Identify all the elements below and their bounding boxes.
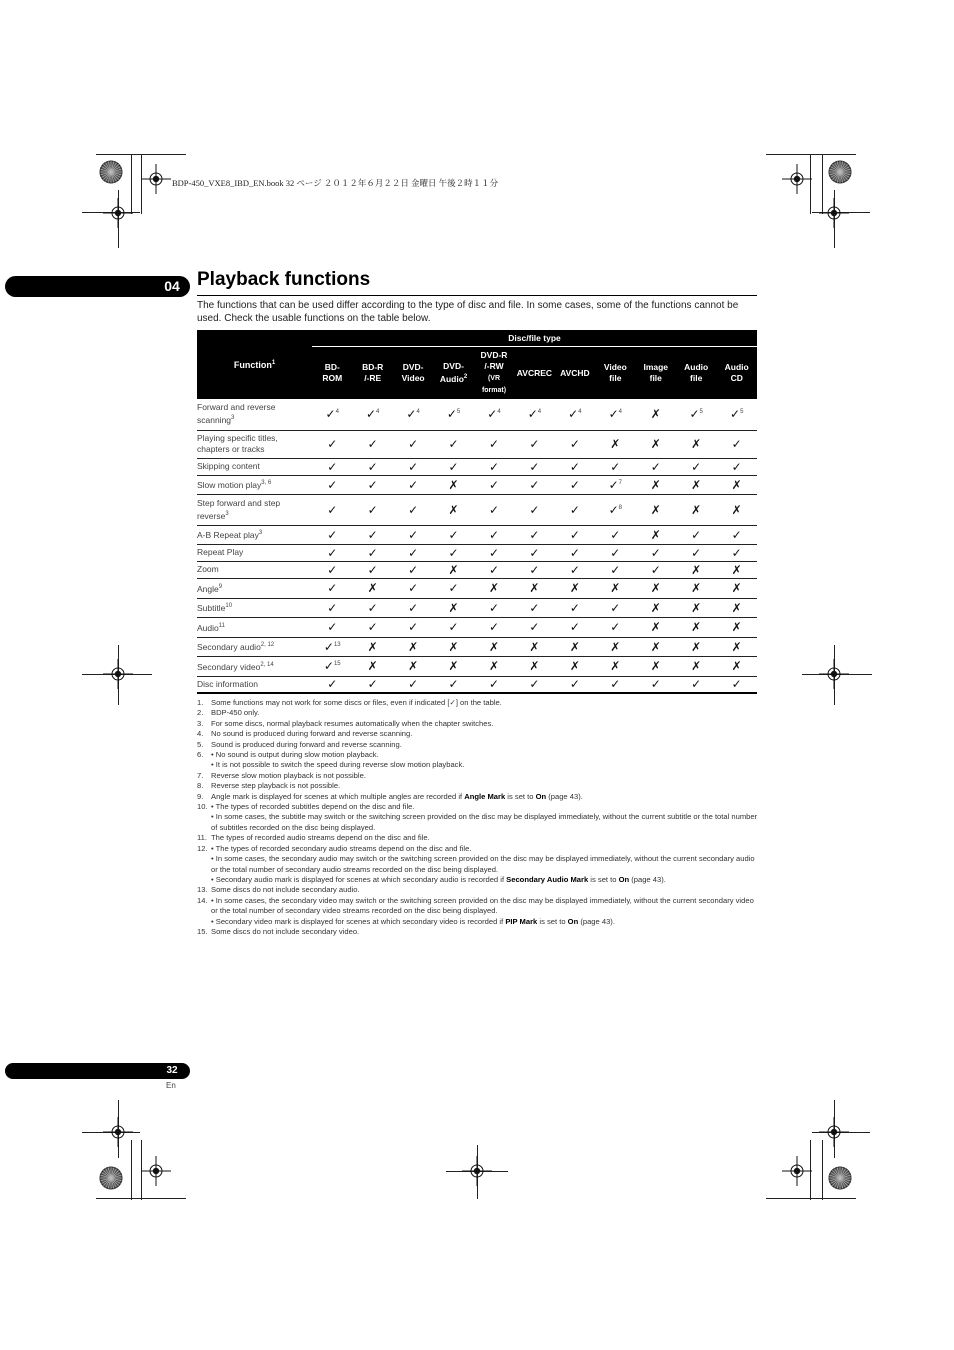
support-mark: ✓ [367,677,378,692]
footnote-text: • It is not possible to switch the speed during reverse slow motion playback. [211,760,465,770]
registration-target-icon [103,1117,133,1147]
support-mark: ✓ [327,477,338,492]
support-mark: ✓ [610,545,621,560]
support-mark: ✓ [488,437,500,451]
support-mark: ✓ [529,437,540,451]
registration-target-icon [819,198,849,228]
support-mark: ✗ [691,562,702,577]
support-mark: ✓ [367,527,378,542]
support-mark: ✗ [367,639,378,654]
support-mark: ✓ [650,562,661,577]
footnote-number: 11. [197,833,207,843]
crop-line [766,1198,856,1199]
registration-target-icon [141,164,171,194]
support-mark: ✓ [367,620,378,634]
function-table [197,330,757,694]
intro-text: The functions that can be used differ according to the type of disc and file. In some cases, some of the functions cannot be used. Check the usable functions on the table below. [197,300,739,324]
column-header: Video file [603,362,627,383]
support-mark: ✗ [691,620,702,634]
support-mark: ✗ [529,581,540,595]
footnote-number [197,760,211,770]
support-mark: ✓ [448,459,459,474]
footnote [197,854,759,875]
support-mark: ✓ [610,620,621,634]
function-header: Function$^1$ [197,330,312,399]
footnote-text: Angle mark is displayed for scenes at which multiple angles are recorded if Angle Mark is set to On (page 43). [211,791,583,801]
support-mark: ✓ [529,562,540,577]
support-mark: ✗ [448,639,459,654]
disc-type-header: Disc/file type [312,330,757,347]
support-mark: ✓ [569,527,580,542]
support-mark: ✓ [731,437,742,451]
support-mark: ✗ [488,639,500,654]
footnote [197,719,759,729]
support-mark: ✓ [691,459,702,474]
footnote-text: BDP-450 only. [211,708,260,718]
support-mark: ✓ [408,477,419,492]
footnote-text: Some discs do not include secondary audio. [211,885,360,895]
support-mark: ✓ [529,502,540,517]
support-mark: ✓$^5$ [730,407,744,422]
column-header: DVD- Video [401,362,425,383]
support-mark: ✓$^4$ [527,407,542,422]
footnote-text: Sound is produced during forward and reverse scanning. [211,739,402,749]
support-mark: ✓ [448,527,459,542]
support-mark: ✗ [650,502,661,517]
table-row [197,561,757,578]
support-mark: ✗ [569,659,580,673]
footnote [197,875,759,885]
support-mark: ✓ [448,545,459,560]
support-mark: ✓ [448,437,459,451]
support-mark: ✓ [327,527,338,542]
footnote-number [197,917,211,927]
footnote-number: 1. [197,698,204,707]
column-header: BD-R /-RE [362,362,384,383]
table-row [197,494,757,525]
support-mark: ✗ [731,659,742,673]
support-mark: ✗ [448,659,459,673]
support-mark: ✓ [327,437,338,451]
support-mark: ✓ [488,502,500,517]
crop-line [131,1140,132,1200]
color-bar-icon [828,160,852,184]
support-mark: ✓ [367,477,378,492]
support-mark: ✓ [529,545,540,560]
support-mark: ✓ [327,545,338,560]
support-mark: ✓ [488,620,500,634]
support-mark: ✓ [610,459,621,474]
page-title: Playback functions [197,269,371,290]
footnote [197,927,759,937]
support-mark: ✓ [327,459,338,474]
footnote-number: 6. [197,750,204,760]
footnote-text: • In some cases, the secondary video may switch or the switching screen provided on the disc may be displayed immediately, without the current secondary video or the total number of secondary video streams recorded on the disc being displayed. [211,895,754,916]
support-mark: ✗ [610,659,621,673]
function-name: Audio$^{11}$ [197,622,225,633]
support-mark: ✓$^4$ [568,407,582,422]
registration-target-icon [462,1156,492,1186]
footnote-text: Reverse slow motion playback is not possible. [211,770,366,780]
support-mark: ✓ [650,677,661,692]
support-mark: ✓ [731,677,742,692]
footnote-text: • Secondary audio mark is displayed for scenes at which secondary audio is recorded if Secondary Audio Mark is set to On (page 43). [211,874,666,884]
footnote [197,750,759,760]
footnote [197,781,759,791]
support-mark: ✓ [448,677,459,692]
support-mark: ✓ [367,502,378,517]
support-mark: ✓ [408,545,419,560]
support-mark: ✗ [610,581,621,595]
support-mark: ✓$^{13}$ [323,639,341,654]
support-mark: ✓ [569,437,580,451]
footnote-text: The types of recorded audio streams depend on the disc and file. [211,833,430,843]
file-info: BDP-450_VXE8_IBD_EN.book 32 ページ ２０１２年６月２２日 金曜日 午後２時１１分 [172,178,499,188]
support-mark: ✗ [448,600,459,615]
function-name: Secondary audio$^{2, 12}$ [197,641,275,652]
support-mark: ✓ [569,545,580,560]
support-mark: ✓ [488,600,500,615]
support-mark: ✓ [448,620,459,634]
support-mark: ✓ [327,502,338,517]
support-mark: ✗ [610,437,621,451]
footnote-text: • Secondary video mark is displayed for scenes at which secondary video is recorded if PIP Mark is set to On (page 43). [211,916,615,926]
support-mark: ✓ [408,459,419,474]
footnote [197,833,759,843]
support-mark: ✓ [529,459,540,474]
support-mark: ✓ [408,502,419,517]
footnote-number: 2. [197,708,204,718]
support-mark: ✓$^8$ [608,502,623,517]
column-header: AVCHD [560,367,590,378]
support-mark: ✓ [569,562,580,577]
function-name: Slow motion play$^{3, 6}$ [197,479,272,490]
title-divider [197,295,757,296]
support-mark: ✓ [569,620,580,634]
table-row [197,430,757,458]
function-name: Zoom [197,564,219,574]
footnote-number: 10. [197,802,208,812]
support-mark: ✓ [691,677,702,692]
support-mark: ✓$^4$ [608,407,623,422]
footnote-text: • In some cases, the subtitle may switch or the switching screen provided on the disc may be displayed immediately, without the current subtitle or the total number of subtitles recorded on the disc being displayed. [211,812,758,832]
function-name: Angle$^9$ [197,583,223,594]
registration-target-icon [782,1156,812,1186]
support-mark: ✓ [488,527,500,542]
support-mark: ✓ [569,477,580,492]
footnote-text: • The types of recorded secondary audio streams depend on the disc and file. [211,843,472,853]
support-mark: ✗ [569,639,580,654]
support-mark: ✓ [488,477,500,492]
table-row [197,637,757,656]
footnote-number: 12. [197,843,208,853]
registration-target-icon [819,659,849,689]
support-mark: ✓ [408,562,419,577]
table-row [197,617,757,637]
footnote [197,708,759,718]
support-mark: ✓ [529,600,540,615]
footnote-text: Some discs do not include secondary video. [211,926,360,936]
function-name: Disc information [197,678,258,689]
support-mark: ✗ [448,477,459,492]
support-mark: ✗ [650,639,661,654]
support-mark: ✗ [731,639,742,654]
crop-line [822,1140,823,1200]
registration-target-icon [103,198,133,228]
support-mark: ✓ [408,600,419,615]
support-mark: ✗ [367,659,378,673]
footnote-number: 14. [197,895,208,905]
support-mark: ✓ [488,545,500,560]
footnote [197,771,759,781]
footnote [197,885,759,895]
support-mark: ✗ [650,659,661,673]
support-mark: ✓ [408,581,419,595]
support-mark: ✗ [650,407,661,422]
column-header: DVD-R /-RW (VR format) [480,350,508,394]
support-mark: ✓ [448,581,459,595]
column-header: BD- ROM [322,362,343,383]
support-mark: ✓ [408,527,419,542]
support-mark: ✗ [731,581,742,595]
support-mark: ✗ [408,659,419,673]
table-row [197,578,757,598]
footnote-text: • No sound is output during slow motion playback. [211,750,379,760]
footnote [197,792,759,802]
table-row [197,458,757,475]
support-mark: ✓ [367,437,378,451]
support-mark: ✓ [610,527,621,542]
support-mark: ✗ [610,639,621,654]
support-mark: ✓ [529,527,540,542]
support-mark: ✓ [327,562,338,577]
support-mark: ✓ [691,545,702,560]
support-mark: ✓$^4$ [487,407,501,422]
support-mark: ✓ [650,459,661,474]
footnote [197,812,759,833]
support-mark: ✓ [367,562,378,577]
support-mark: ✗ [448,562,459,577]
support-mark: ✗ [569,581,580,595]
support-mark: ✗ [650,581,661,595]
support-mark: ✓ [650,545,661,560]
support-mark: ✓ [327,581,338,595]
column-header: Audio CD [724,362,749,383]
support-mark: ✓ [529,620,540,634]
support-mark: ✓$^7$ [608,477,623,492]
footnote-number: 8. [197,781,204,791]
support-mark: ✗ [650,527,661,542]
support-mark: ✓ [408,677,419,692]
footnote [197,844,759,854]
footnote-text: For some discs, normal playback resumes automatically when the chapter switches. [211,718,494,728]
color-bar-icon [99,1166,123,1190]
table-row [197,475,757,494]
support-mark: ✓ [327,600,338,615]
table-row [197,676,757,693]
support-mark: ✓ [610,677,621,692]
footnotes [197,698,759,937]
crop-line [766,154,856,155]
color-bar-icon [99,160,123,184]
support-mark: ✓ [731,459,742,474]
footnote [197,729,759,739]
support-mark: ✓ [529,677,540,692]
support-mark: ✗ [529,639,540,654]
support-mark: ✓ [569,600,580,615]
language-label: En [166,1081,176,1090]
support-mark: ✗ [691,477,702,492]
support-mark: ✓ [569,677,580,692]
support-mark: ✓ [488,562,500,577]
function-name: Step forward and step reverse$^3$ [197,497,281,521]
support-mark: ✓ [731,527,742,542]
table-row [197,598,757,617]
registration-target-icon [782,164,812,194]
table-row [197,399,757,430]
support-mark: ✗ [691,581,702,595]
footnote-text: No sound is produced during forward and reverse scanning. [211,729,413,739]
support-mark: ✓ [488,677,500,692]
footnote-number: 9. [197,791,204,801]
support-mark: ✓ [569,502,580,517]
color-bar-icon [828,1166,852,1190]
support-mark: ✓ [488,459,500,474]
column-header: AVCREC [516,367,553,378]
column-header: Image file [643,362,669,383]
footnote [197,917,759,927]
footnote-number [197,854,211,875]
footnote-number: 7. [197,770,204,780]
footnote [197,802,759,812]
registration-target-icon [103,659,133,689]
support-mark: ✗ [650,620,661,634]
page-number: 32 [166,1065,178,1076]
support-mark: ✗ [691,502,702,517]
support-mark: ✓$^5$ [689,407,703,422]
support-mark: ✓ [408,437,419,451]
support-mark: ✓ [367,545,378,560]
support-mark: ✗ [488,659,500,673]
support-mark: ✗ [691,659,702,673]
support-mark: ✗ [731,600,742,615]
table-row [197,656,757,676]
support-mark: ✗ [731,562,742,577]
support-mark: ✓$^5$ [446,407,461,422]
support-mark: ✓$^{15}$ [323,659,341,673]
support-mark: ✓$^4$ [365,407,380,422]
support-mark: ✗ [731,620,742,634]
support-mark: ✓$^4$ [325,407,339,422]
registration-target-icon [819,1117,849,1147]
footnote-number [197,812,211,833]
support-mark: ✗ [691,600,702,615]
footnote-number: 15. [197,926,208,936]
support-mark: ✗ [691,639,702,654]
function-name: Subtitle$^{10}$ [197,602,233,613]
support-mark: ✓ [569,459,580,474]
support-mark: ✓ [731,545,742,560]
support-mark: ✓ [408,620,419,634]
support-mark: ✓ [327,620,338,634]
support-mark: ✗ [731,502,742,517]
support-mark: ✗ [731,477,742,492]
support-mark: ✗ [488,581,500,595]
support-mark: ✗ [367,581,378,595]
support-mark: ✓ [367,459,378,474]
footnote-text: Reverse step playback is not possible. [211,781,341,791]
support-mark: ✗ [650,437,661,451]
footnote-number: 5. [197,739,204,749]
footnote-text: • The types of recorded subtitles depend on the disc and file. [211,802,415,812]
column-header: Audio file [684,362,709,383]
support-mark: ✗ [650,600,661,615]
column-header: DVD- Audio$^2$ [439,361,468,384]
footnote [197,698,759,708]
function-name: A-B Repeat play$^3$ [197,529,263,540]
footnote-number [197,875,211,885]
footnote-number: 13. [197,885,208,895]
footnote-text: • In some cases, the secondary audio may switch or the switching screen provided on the disc may be displayed immediately, without the current secondary audio or the total number of secondary audio streams recorded on the disc being displayed. [211,854,755,874]
function-name: Forward and reverse scanning$^3$ [197,402,276,426]
function-name: Skipping content [197,461,260,471]
support-mark: ✓ [327,677,338,692]
table-row [197,544,757,561]
footnote-text: Some functions may not work for some discs or files, even if indicated [✓] on the table. [211,698,502,707]
footnote [197,760,759,770]
function-name: Secondary video$^{2, 14}$ [197,661,274,672]
support-mark: ✗ [408,639,419,654]
function-name: Repeat Play [197,547,244,557]
support-mark: ✓ [610,562,621,577]
support-mark: ✗ [650,477,661,492]
support-mark: ✓ [367,600,378,615]
footnote-number: 4. [197,729,204,739]
table-row [197,525,757,544]
support-mark: ✓ [691,527,702,542]
support-mark: ✓ [610,600,621,615]
chapter-number: 04 [164,278,180,294]
support-mark: ✓$^4$ [406,407,420,422]
support-mark: ✗ [691,437,702,451]
footnote-number: 3. [197,718,204,728]
registration-target-icon [141,1156,171,1186]
support-mark: ✗ [529,659,540,673]
support-mark: ✗ [448,502,459,517]
footnote [197,740,759,750]
support-mark: ✓ [529,477,540,492]
footnote [197,896,759,917]
function-name: Playing specific titles, chapters or tracks [197,433,278,454]
